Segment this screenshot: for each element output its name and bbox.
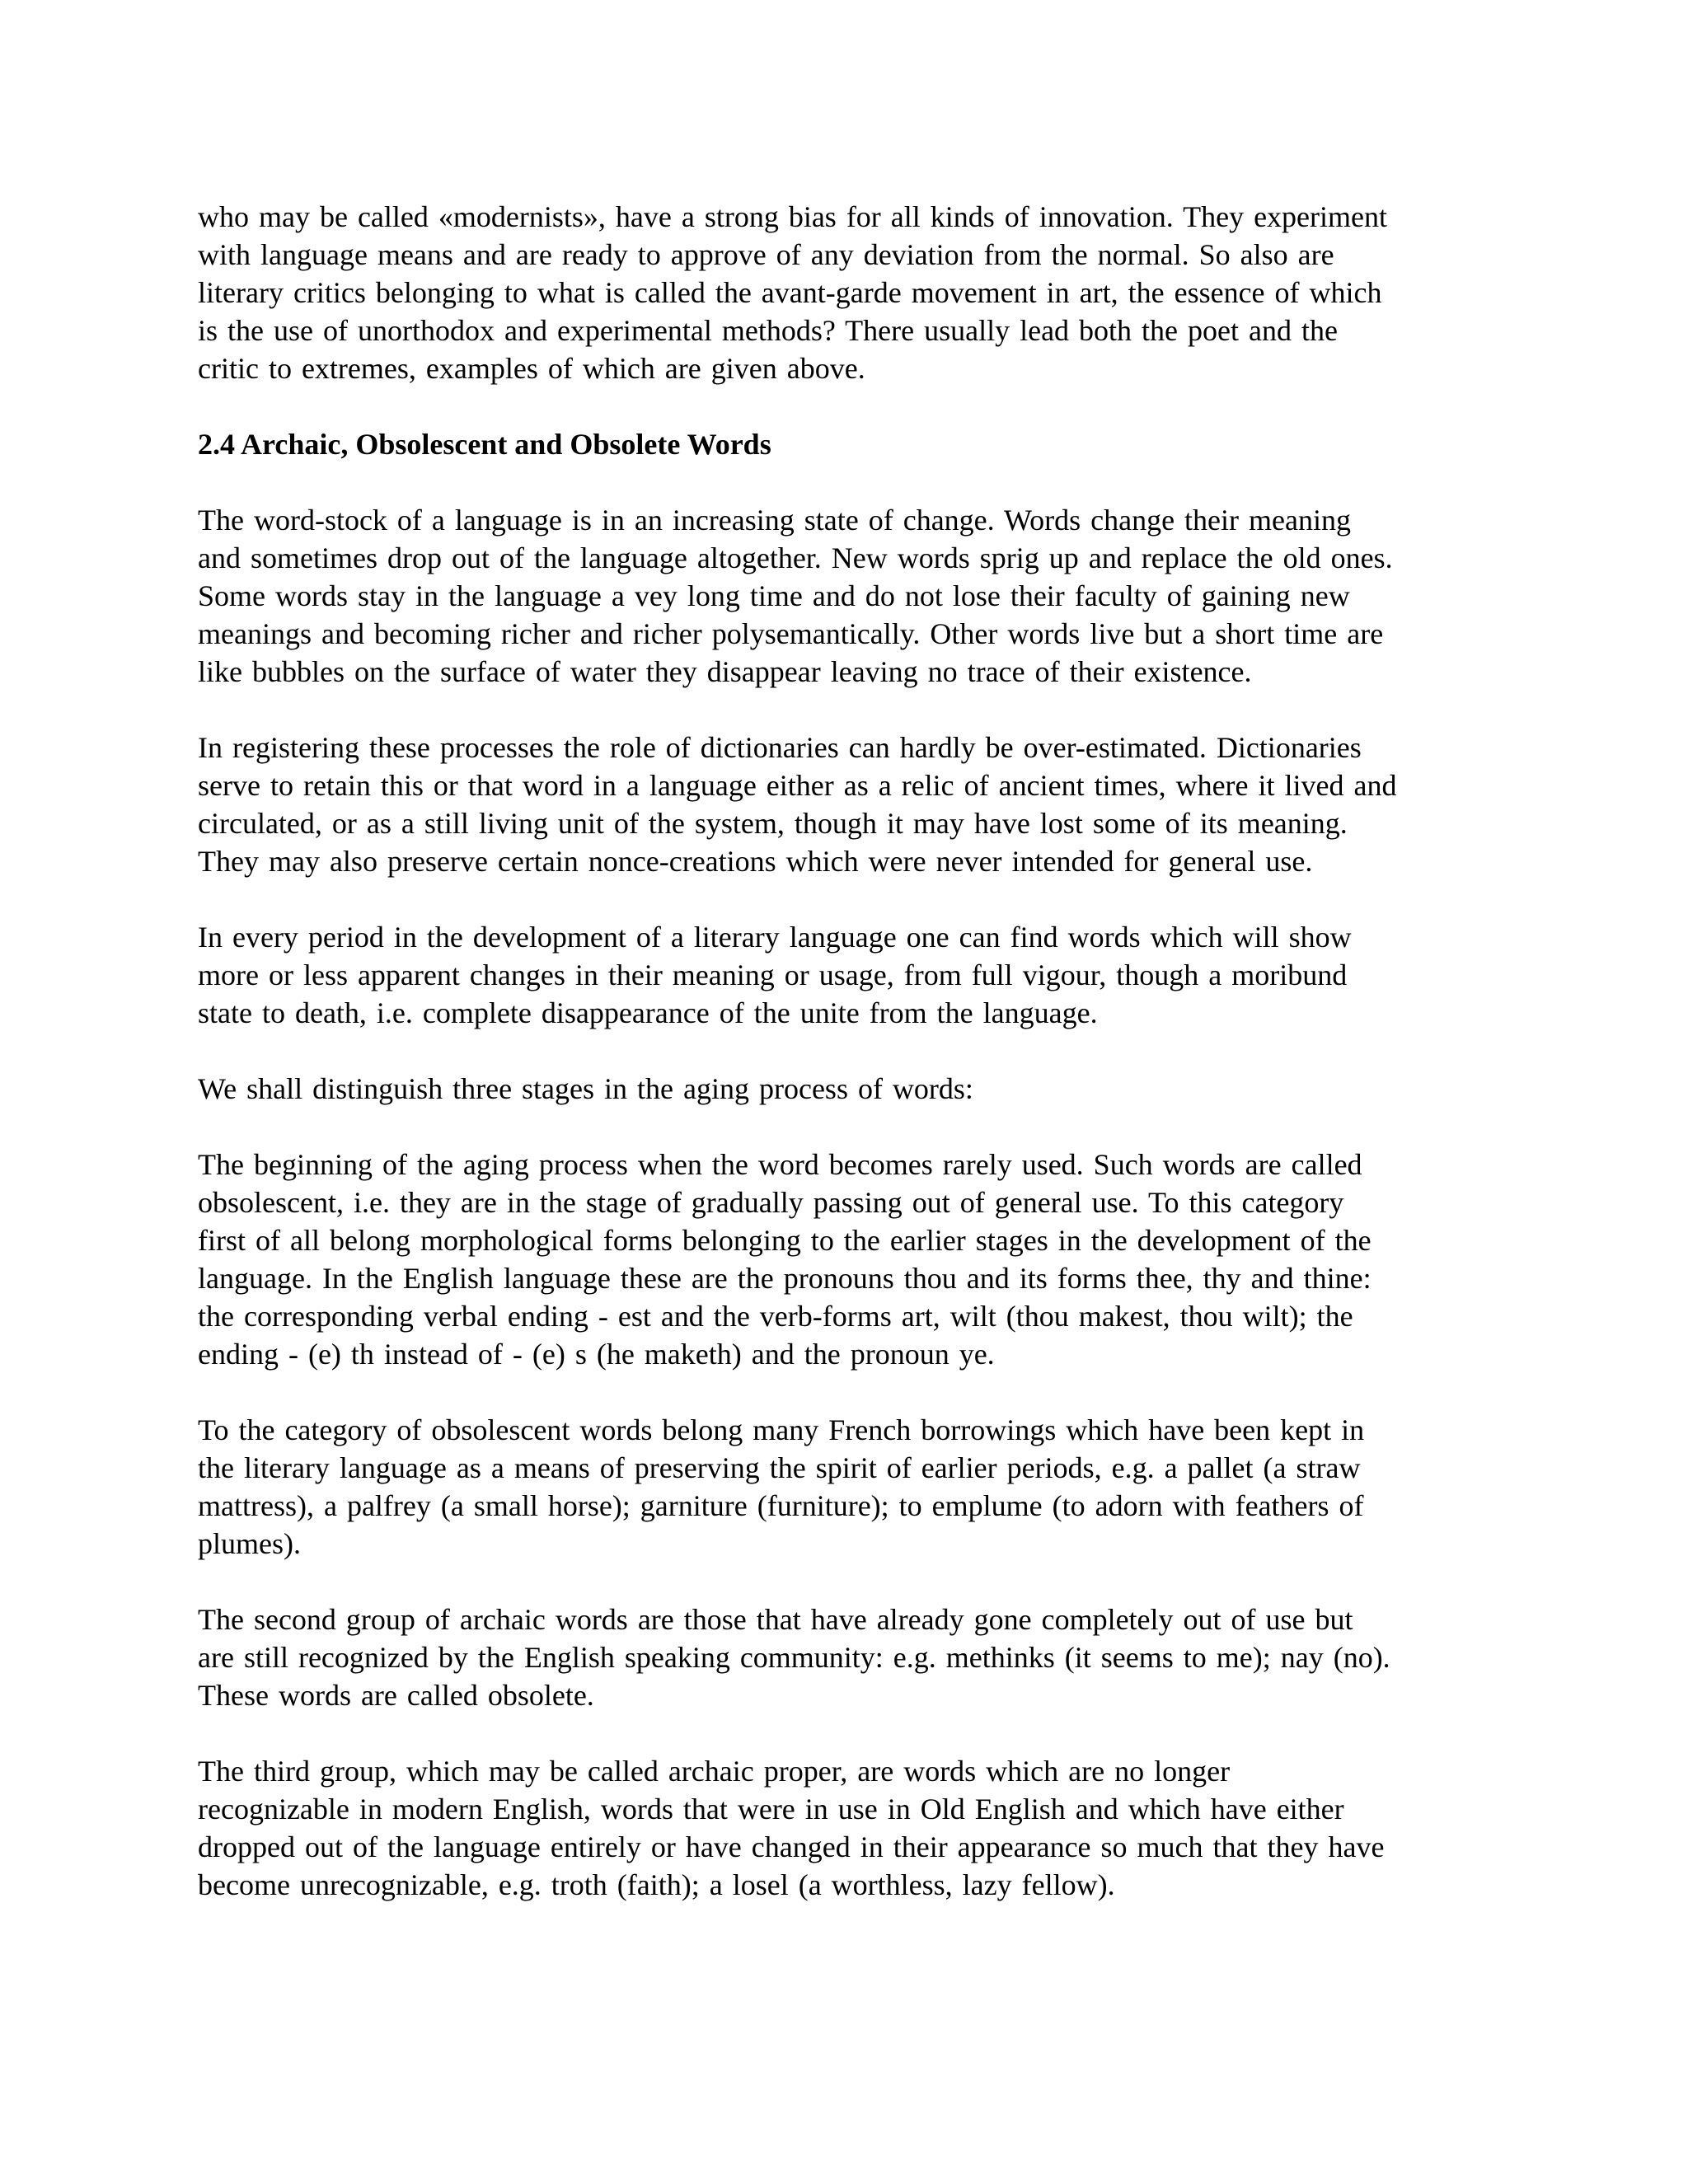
text-line: serve to retain this or that word in a language either as a relic of ancient times, where it lived and xyxy=(198,769,1397,802)
text-line: who may be called «modernists», have a strong bias for all kinds of innovation. They experiment xyxy=(198,200,1388,233)
paragraph-three-stages xyxy=(198,1070,1484,1108)
text-line: language. In the English language these are the pronouns thou and its forms thee, thy and thine: xyxy=(198,1262,1372,1295)
text-line: We shall distinguish three stages in the aging process of words: xyxy=(198,1072,973,1105)
paragraph-dictionaries xyxy=(198,729,1484,880)
text-line: state to death, i.e. complete disappearance of the unite from the language. xyxy=(198,996,1098,1029)
text-line: meanings and becoming richer and richer polysemantically. Other words live but a short time are xyxy=(198,617,1384,650)
intro-paragraph xyxy=(198,198,1484,387)
text-line: obsolescent, i.e. they are in the stage of gradually passing out of general use. To this category xyxy=(198,1186,1344,1219)
text-line: The beginning of the aging process when the word becomes rarely used. Such words are called xyxy=(198,1148,1362,1181)
paragraph-archaic-proper xyxy=(198,1752,1484,1904)
text-line: are still recognized by the English speaking community: e.g. methinks (it seems to me); nay (no). xyxy=(198,1641,1390,1674)
text-line: In registering these processes the role of dictionaries can hardly be over-estimated. Dictionaries xyxy=(198,731,1362,764)
page-content xyxy=(198,198,1484,1942)
text-line: To the category of obsolescent words belong many French borrowings which have been kept in xyxy=(198,1413,1365,1446)
paragraph-every-period xyxy=(198,918,1484,1032)
text-line: The third group, which may be called archaic proper, are words which are no longer xyxy=(198,1755,1231,1788)
paragraph-obsolete xyxy=(198,1601,1484,1714)
text-line: like bubbles on the surface of water they disappear leaving no trace of their existence. xyxy=(198,655,1252,688)
text-line: literary critics belonging to what is called the avant-garde movement in art, the essence of which xyxy=(198,276,1382,309)
text-line: plumes). xyxy=(198,1527,301,1560)
text-line: These words are called obsolete. xyxy=(198,1679,594,1712)
text-line: In every period in the development of a literary language one can find words which will show xyxy=(198,921,1352,954)
paragraph-word-stock xyxy=(198,501,1484,691)
text-line: with language means and are ready to approve of any deviation from the normal. So also are xyxy=(198,238,1334,271)
text-line: is the use of unorthodox and experimental methods? There usually lead both the poet and the xyxy=(198,314,1338,347)
text-line: recognizable in modern English, words that were in use in Old English and which have either xyxy=(198,1793,1344,1825)
text-line: more or less apparent changes in their meaning or usage, from full vigour, though a moribund xyxy=(198,958,1348,991)
text-line: The second group of archaic words are those that have already gone completely out of use but xyxy=(198,1603,1353,1636)
text-line: first of all belong morphological forms belonging to the earlier stages in the development of the xyxy=(198,1224,1372,1257)
text-line: Some words stay in the language a vey long time and do not lose their faculty of gaining new xyxy=(198,579,1350,612)
text-line: dropped out of the language entirely or have changed in their appearance so much that they have xyxy=(198,1830,1385,1863)
paragraph-obsolescent xyxy=(198,1146,1484,1373)
text-line: circulated, or as a still living unit of the system, though it may have lost some of its meaning. xyxy=(198,807,1348,840)
text-line: They may also preserve certain nonce-creations which were never intended for general use. xyxy=(198,845,1313,878)
text-line: and sometimes drop out of the language altogether. New words sprig up and replace the old ones. xyxy=(198,541,1393,574)
text-line: critic to extremes, examples of which are given above. xyxy=(198,352,865,385)
text-line: ending - (e) th instead of - (e) s (he maketh) and the pronoun ye. xyxy=(198,1338,995,1371)
text-line: become unrecognizable, e.g. troth (faith); a losel (a worthless, lazy fellow). xyxy=(198,1868,1115,1901)
text-line: The word-stock of a language is in an increasing state of change. Words change their meaning xyxy=(198,504,1351,537)
section-heading: 2.4 Archaic, Obsolescent and Obsolete Words xyxy=(198,428,771,461)
text-line: the literary language as a means of preserving the spirit of earlier periods, e.g. a pallet (a straw xyxy=(198,1451,1361,1484)
text-line: the corresponding verbal ending - est and the verb-forms art, wilt (thou makest, thou wilt); the xyxy=(198,1300,1353,1333)
text-line: mattress), a palfrey (a small horse); garniture (furniture); to emplume (to adorn with feathers of xyxy=(198,1489,1364,1522)
paragraph-french-borrowings xyxy=(198,1411,1484,1563)
